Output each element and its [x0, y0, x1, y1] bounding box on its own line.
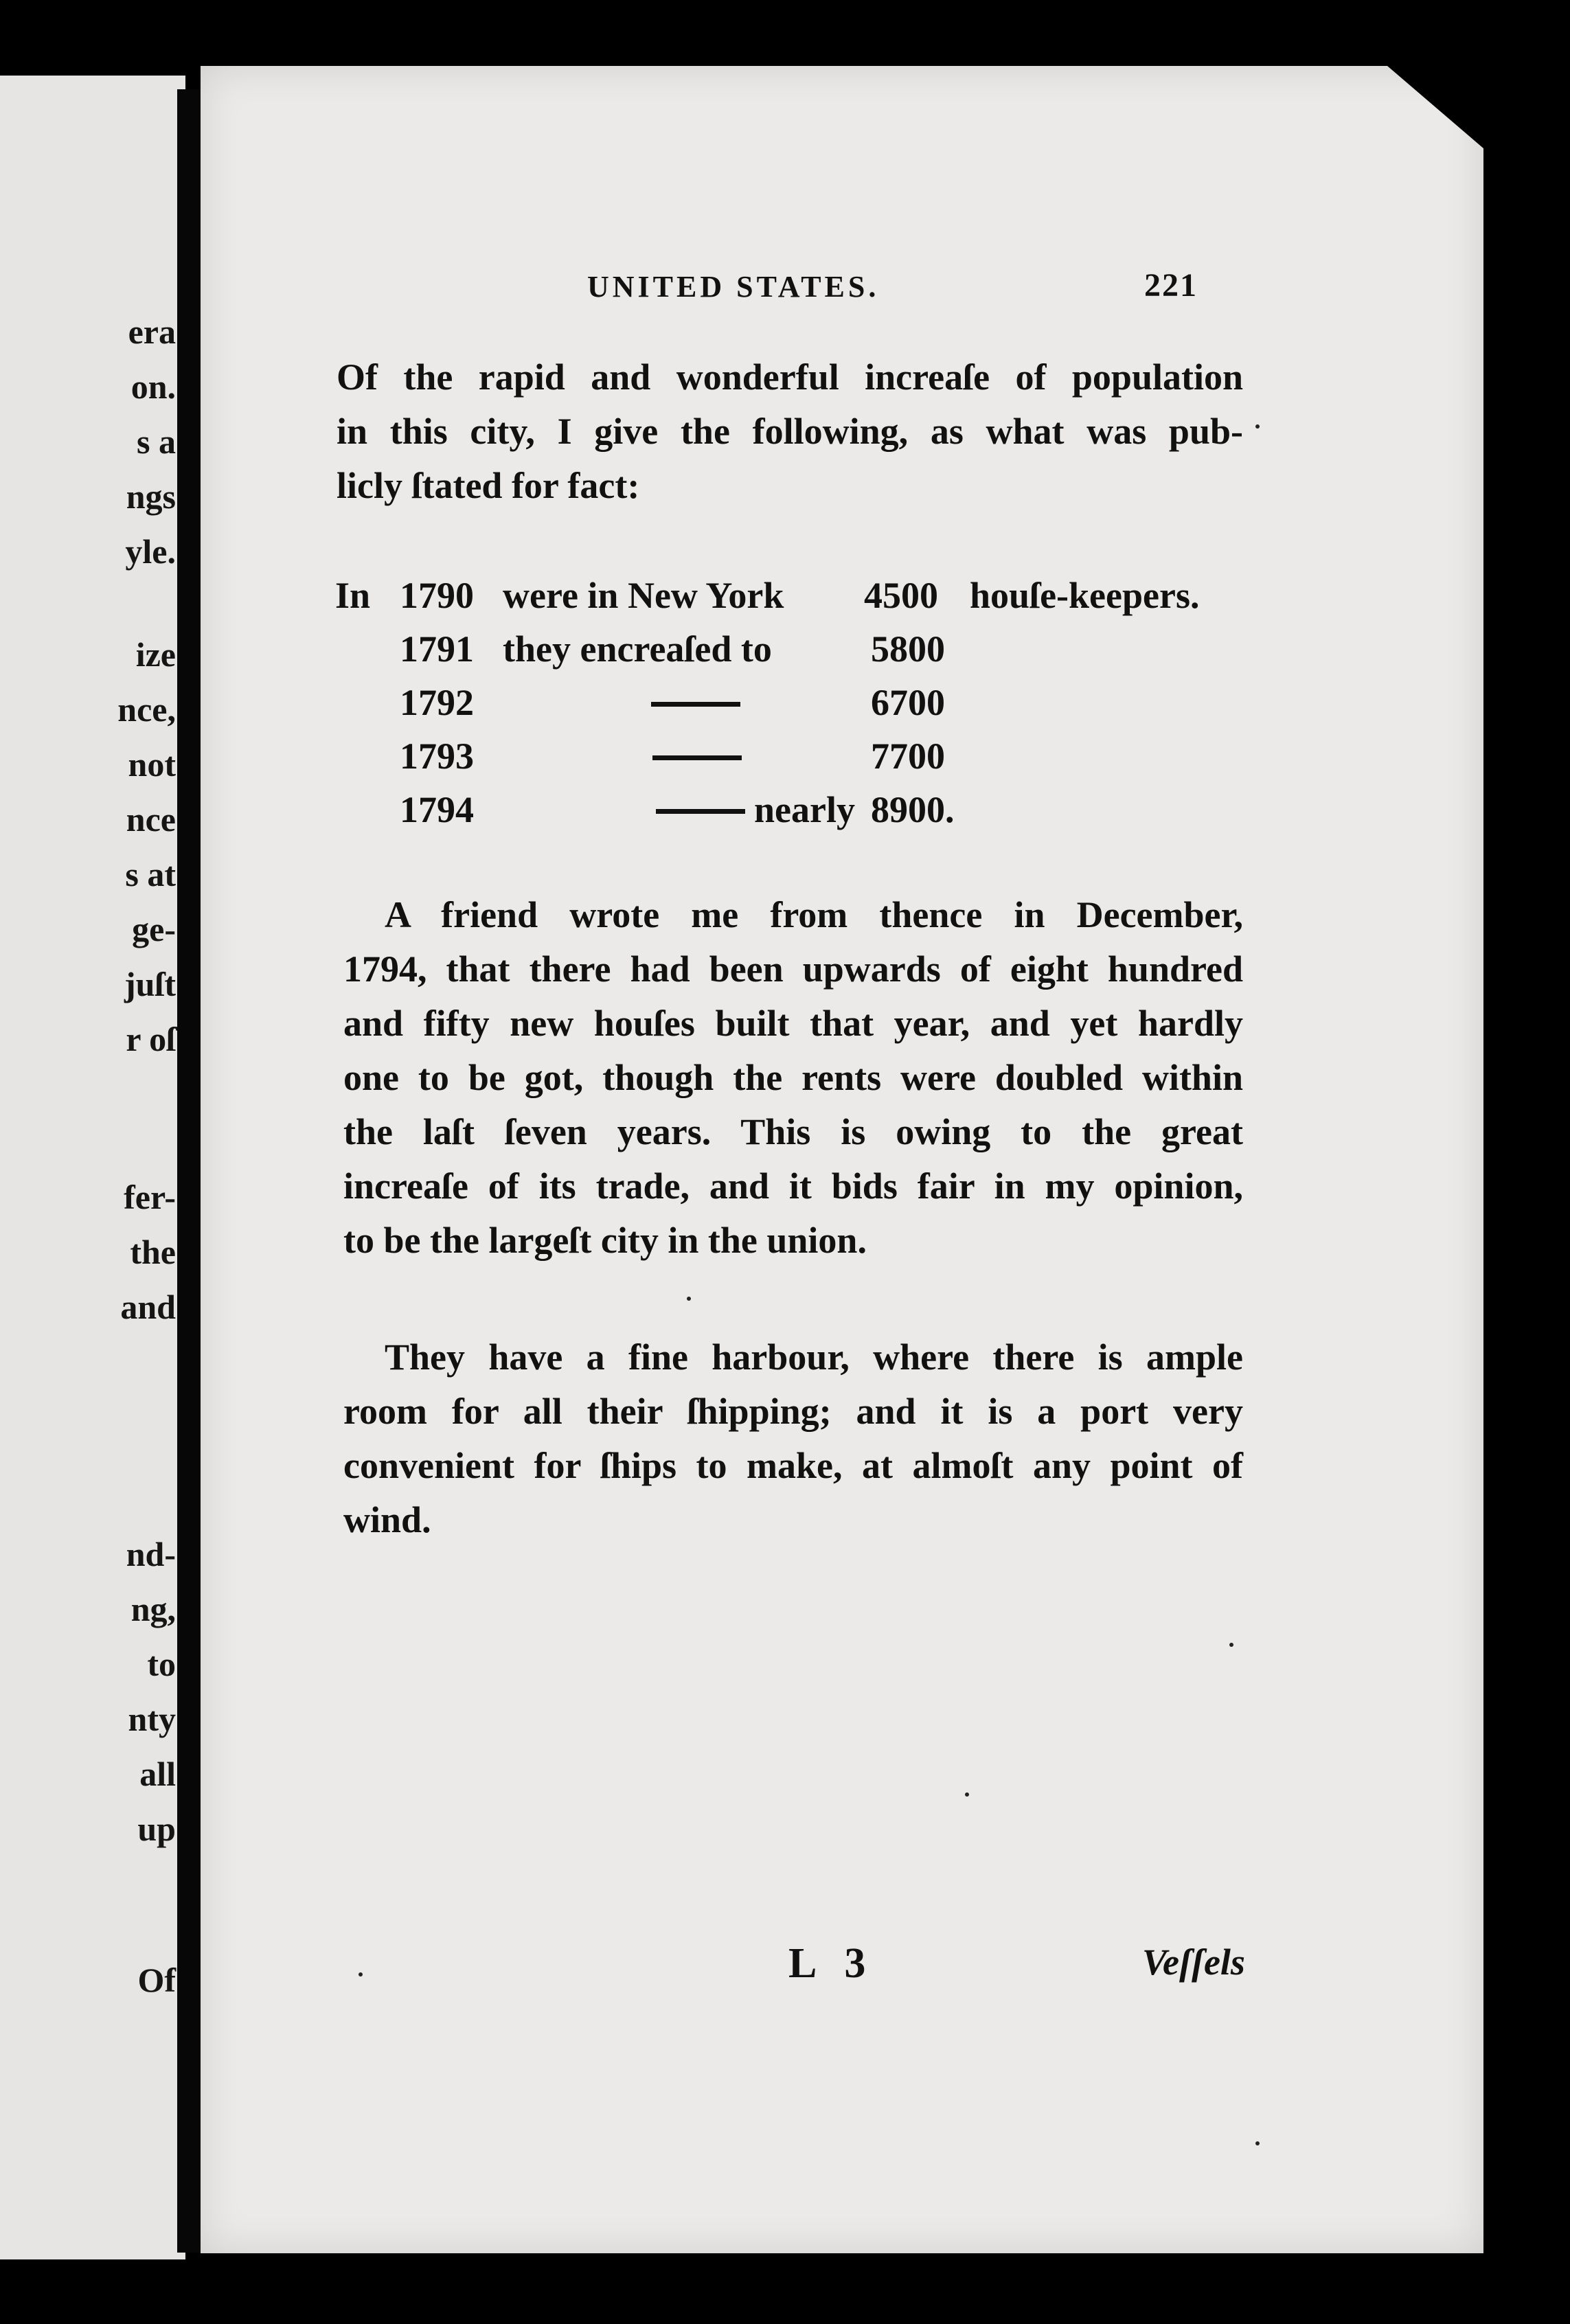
row3-value: 6700	[871, 682, 945, 723]
facing-line: and	[120, 1288, 176, 1326]
ink-speck	[1255, 2141, 1260, 2145]
row2-year: 1791	[400, 628, 474, 670]
facing-line: all	[139, 1755, 176, 1793]
ink-speck	[687, 1297, 691, 1301]
facing-line: nd-	[126, 1535, 176, 1573]
text-line: wind.	[343, 1499, 431, 1540]
facing-line: ge-	[132, 910, 176, 948]
facing-line: Of	[137, 1961, 176, 1999]
row1-text: were in New York	[503, 575, 784, 616]
facing-line: ize	[135, 635, 176, 674]
paragraph-harbour	[343, 1330, 1243, 1547]
ink-speck	[359, 1972, 363, 1976]
facing-line: nce,	[117, 690, 176, 729]
row3-year: 1792	[400, 682, 474, 723]
text-line: to be the largeſt city in the union.	[343, 1220, 867, 1261]
row2-text: they encreaſed to	[503, 628, 772, 670]
ink-speck	[965, 1792, 969, 1797]
facing-line: nty	[128, 1700, 176, 1738]
row1-year: 1790	[400, 575, 474, 616]
facing-line: on.	[130, 367, 176, 406]
intro-paragraph	[337, 350, 1243, 513]
catchword: Veſſels	[1142, 1941, 1245, 1983]
text-line: convenient for ſhips to make, at almoſt any point of	[343, 1445, 1243, 1486]
ink-speck	[1229, 1643, 1233, 1647]
row5-value: 8900.	[871, 789, 955, 830]
facing-line: s at	[125, 855, 176, 893]
row2-value: 5800	[871, 628, 945, 670]
text-line: and fifty new houſes built that year, and yet hardly	[343, 1003, 1243, 1044]
row1-value: 4500	[864, 575, 938, 616]
text-line: the laſt ſeven years. This is owing to the great	[343, 1111, 1243, 1152]
text-line: licly ſtated for fact:	[337, 465, 640, 506]
facing-line: fer-	[124, 1178, 176, 1216]
facing-line: to	[147, 1645, 176, 1683]
page-corner	[1387, 66, 1483, 148]
row5-text: nearly	[754, 789, 855, 830]
facing-line: not	[128, 745, 176, 784]
row4-year: 1793	[400, 736, 474, 777]
facing-line: juſt	[124, 965, 176, 1003]
facing-line: era	[128, 312, 176, 351]
page-number: 221	[1144, 267, 1198, 304]
facing-line: ng,	[130, 1590, 176, 1628]
text-line: increaſe of its trade, and it bids fair in my opinion,	[343, 1165, 1243, 1207]
text-line: They have a fine harbour, where there is ample	[385, 1336, 1243, 1378]
signature-mark: L 3	[788, 1940, 876, 1987]
facing-line: yle.	[125, 532, 176, 571]
running-head: UNITED STATES.	[587, 270, 880, 304]
row5-year: 1794	[400, 789, 474, 830]
ink-speck	[1255, 424, 1260, 429]
ditto-dash	[651, 702, 740, 707]
paragraph-friend	[343, 888, 1243, 1268]
text-line: Of the rapid and wonderful increaſe of population	[337, 356, 1243, 398]
ditto-dash	[652, 755, 742, 760]
text-line: room for all their ſhipping; and it is a port very	[343, 1391, 1243, 1432]
facing-line: up	[137, 1810, 176, 1848]
row1-prefix: In	[335, 575, 371, 616]
text-line: one to be got, though the rents were doubled within	[343, 1057, 1243, 1098]
facing-line: s a	[137, 422, 176, 461]
facing-page	[0, 76, 185, 2259]
row4-value: 7700	[871, 736, 945, 777]
text-line: 1794, that there had been upwards of eight hundred	[343, 948, 1243, 990]
ditto-dash	[656, 809, 745, 814]
row1-suffix: houſe-keepers.	[970, 575, 1200, 616]
facing-line: the	[130, 1233, 176, 1271]
facing-line: r oſ	[126, 1020, 176, 1058]
facing-line: ngs	[126, 477, 176, 516]
text-line: A friend wrote me from thence in December,	[385, 894, 1243, 935]
facing-line: nce	[126, 800, 176, 839]
text-line: in this city, I give the following, as what was pub-	[337, 411, 1243, 452]
